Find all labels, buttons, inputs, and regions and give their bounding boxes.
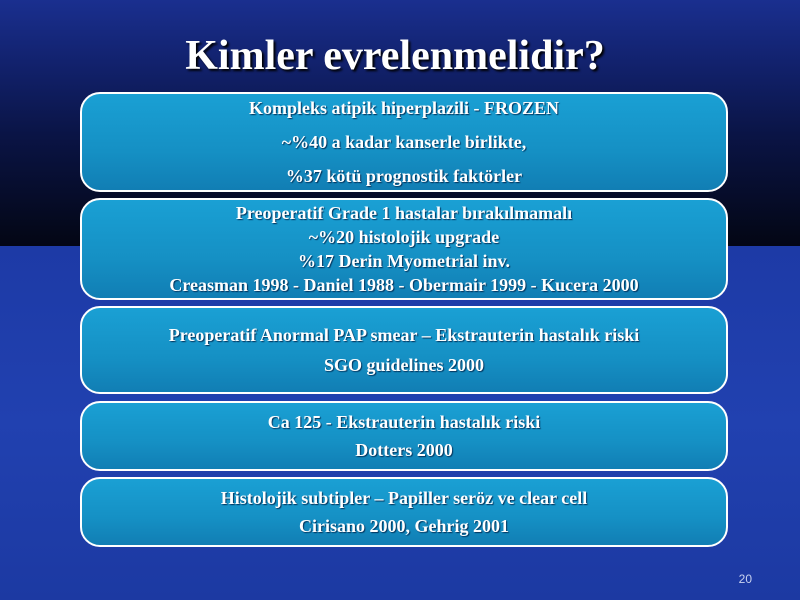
page-number: 20 <box>738 572 752 586</box>
box-line: %17 Derin Myometrial inv. <box>298 251 510 271</box>
box-line: Ca 125 - Ekstrauterin hastalık riski <box>267 412 541 432</box>
content-box-ca125 <box>80 401 728 471</box>
content-box-frozen <box>80 92 728 192</box>
box-line: Preoperatif Grade 1 hastalar bırakılmamalı <box>235 203 573 223</box>
box-line: Preoperatif Anormal PAP smear – Ekstrauterin hastalık riski <box>168 325 640 345</box>
box-line: %37 kötü prognostik faktörler <box>285 166 523 186</box>
box-line: ~%40 a kadar kanserle birlikte, <box>281 132 527 152</box>
content-box-grade1 <box>80 198 728 300</box>
content-box-pap-smear <box>80 306 728 394</box>
box-line: Creasman 1998 - Daniel 1988 - Obermair 1999 - Kucera 2000 <box>169 275 639 295</box>
box-line: Dotters 2000 <box>355 440 453 460</box>
box-line: Cirisano 2000, Gehrig 2001 <box>299 516 509 536</box>
box-line: Histolojik subtipler – Papiller seröz ve clear cell <box>220 488 588 508</box>
box-line: Kompleks atipik hiperplazili - FROZEN <box>248 98 560 118</box>
box-line: SGO guidelines 2000 <box>323 355 485 375</box>
slide-title: Kimler evrelenmelidir? <box>185 33 605 79</box>
content-box-histologic-subtypes <box>80 477 728 547</box>
box-line: ~%20 histolojik upgrade <box>308 227 500 247</box>
